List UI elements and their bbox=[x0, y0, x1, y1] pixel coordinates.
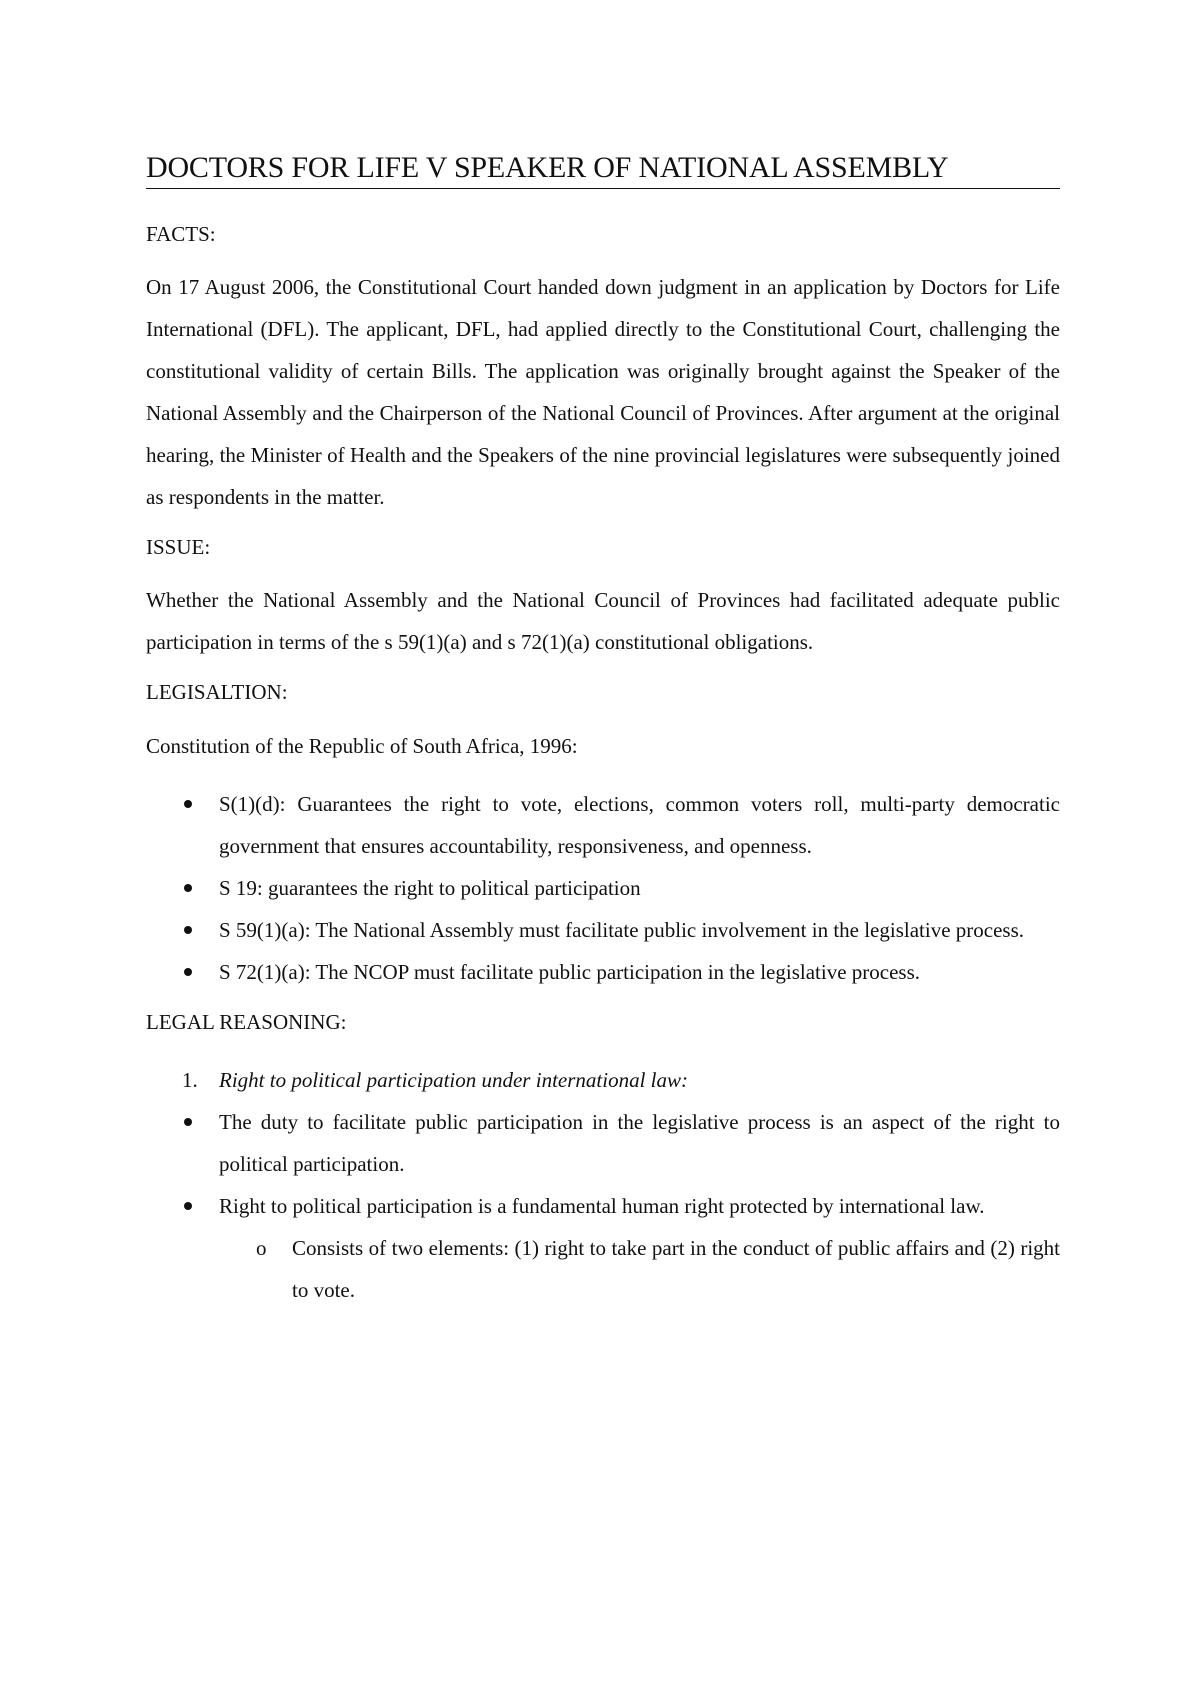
bullet-icon bbox=[184, 884, 192, 892]
sub-bullet-icon: o bbox=[256, 1236, 267, 1260]
point-title: Right to political participation under international law: bbox=[219, 1068, 688, 1092]
bullet-icon bbox=[184, 800, 192, 808]
facts-heading: FACTS: bbox=[146, 222, 216, 246]
bullet-icon bbox=[184, 1118, 192, 1126]
legislation-intro: Constitution of the Republic of South Africa, 1996: bbox=[146, 734, 578, 758]
document-title: DOCTORS FOR LIFE V SPEAKER OF NATIONAL ASSEMBLY bbox=[146, 150, 1060, 189]
facts-paragraph: On 17 August 2006, the Constitutional Court handed down judgment in an application by Doctors for Life International (DFL). The applicant, DFL, had applied directly to the Constitutional Court, challenging the constitutional validity of certain Bills. The application was originally brought against the Speaker of the National Assembly and the Chairperson of the National Council of Provinces. After argument at the original hearing, the Minister of Health and the Speakers of the nine provincial legislatures were subsequently joined as respondents in the matter. bbox=[146, 275, 1060, 509]
point-number: 1. bbox=[182, 1068, 198, 1092]
legislation-item: S 59(1)(a): The National Assembly must facilitate public involvement in the legislative process. bbox=[146, 909, 1060, 951]
legislation-heading: LEGISALTION: bbox=[146, 680, 288, 704]
issue-heading: ISSUE: bbox=[146, 535, 211, 559]
reasoning-point bbox=[146, 1059, 1060, 1101]
legislation-list bbox=[146, 783, 1060, 993]
legislation-item: S 72(1)(a): The NCOP must facilitate public participation in the legislative process. bbox=[146, 951, 1060, 993]
reasoning-item: Right to political participation is a fundamental human right protected by international law. bbox=[146, 1185, 1060, 1227]
legislation-item: S(1)(d): Guarantees the right to vote, elections, common voters roll, multi-party democratic government that ensures accountability, responsiveness, and openness. bbox=[146, 783, 1060, 867]
reasoning-subitem bbox=[146, 1227, 1060, 1311]
reasoning-item: The duty to facilitate public participation in the legislative process is an aspect of the right to political participation. bbox=[146, 1101, 1060, 1185]
reasoning-heading: LEGAL REASONING: bbox=[146, 1010, 347, 1034]
bullet-icon bbox=[184, 926, 192, 934]
issue-paragraph: Whether the National Assembly and the National Council of Provinces had facilitated adequate public participation in terms of the s 59(1)(a) and s 72(1)(a) constitutional obligations. bbox=[146, 588, 1060, 654]
bullet-icon bbox=[184, 968, 192, 976]
legislation-item: S 19: guarantees the right to political participation bbox=[146, 867, 1060, 909]
reasoning-list bbox=[146, 1101, 1060, 1227]
subitem-text: Consists of two elements: (1) right to take part in the conduct of public affairs and (2) right to vote. bbox=[292, 1236, 1060, 1302]
bullet-icon bbox=[184, 1202, 192, 1210]
document-page bbox=[146, 150, 1060, 1311]
